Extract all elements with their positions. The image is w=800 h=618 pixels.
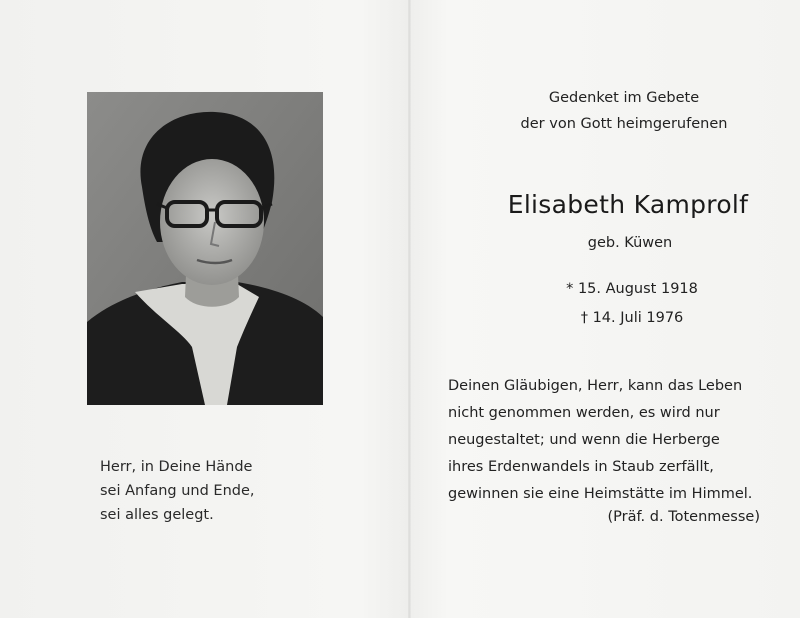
verse-line: Herr, in Deine Hände <box>100 459 253 475</box>
quote-text: ihres Erdenwandels in Staub zerfällt, <box>448 459 714 475</box>
quote-line <box>448 427 760 454</box>
verse-line: sei alles gelegt. <box>100 507 214 523</box>
quote-text: nicht genommen werden, es wird nur <box>448 405 720 421</box>
memorial-header <box>420 85 780 137</box>
quote-line <box>448 454 760 481</box>
card-fold <box>408 0 411 618</box>
life-dates <box>420 275 780 333</box>
quote-line <box>448 400 760 427</box>
death-date: † 14. Juli 1976 <box>580 310 684 326</box>
verse-line: sei Anfang und Ende, <box>100 483 255 499</box>
header-line-2: der von Gott heimgerufenen <box>520 116 728 132</box>
birth-date: * 15. August 1918 <box>566 281 698 297</box>
portrait-photo <box>87 92 323 405</box>
quote-line <box>448 373 760 400</box>
quote-text: gewinnen sie eine Heimstätte im Himmel. <box>448 486 753 502</box>
quote-source: (Präf. d. Totenmesse) <box>607 509 760 525</box>
portrait-image <box>87 92 323 405</box>
header-line-1: Gedenket im Gebete <box>548 90 700 106</box>
quote-line <box>448 481 760 508</box>
quote-text: Deinen Gläubigen, Herr, kann das Leben <box>448 378 743 394</box>
maiden-name: geb. Küwen <box>587 235 673 251</box>
quote <box>448 373 760 508</box>
quote-text: neugestaltet; und wenn die Herberge <box>448 432 720 448</box>
deceased-name: Elisabeth Kamprolf <box>507 190 749 219</box>
verse <box>100 455 350 527</box>
